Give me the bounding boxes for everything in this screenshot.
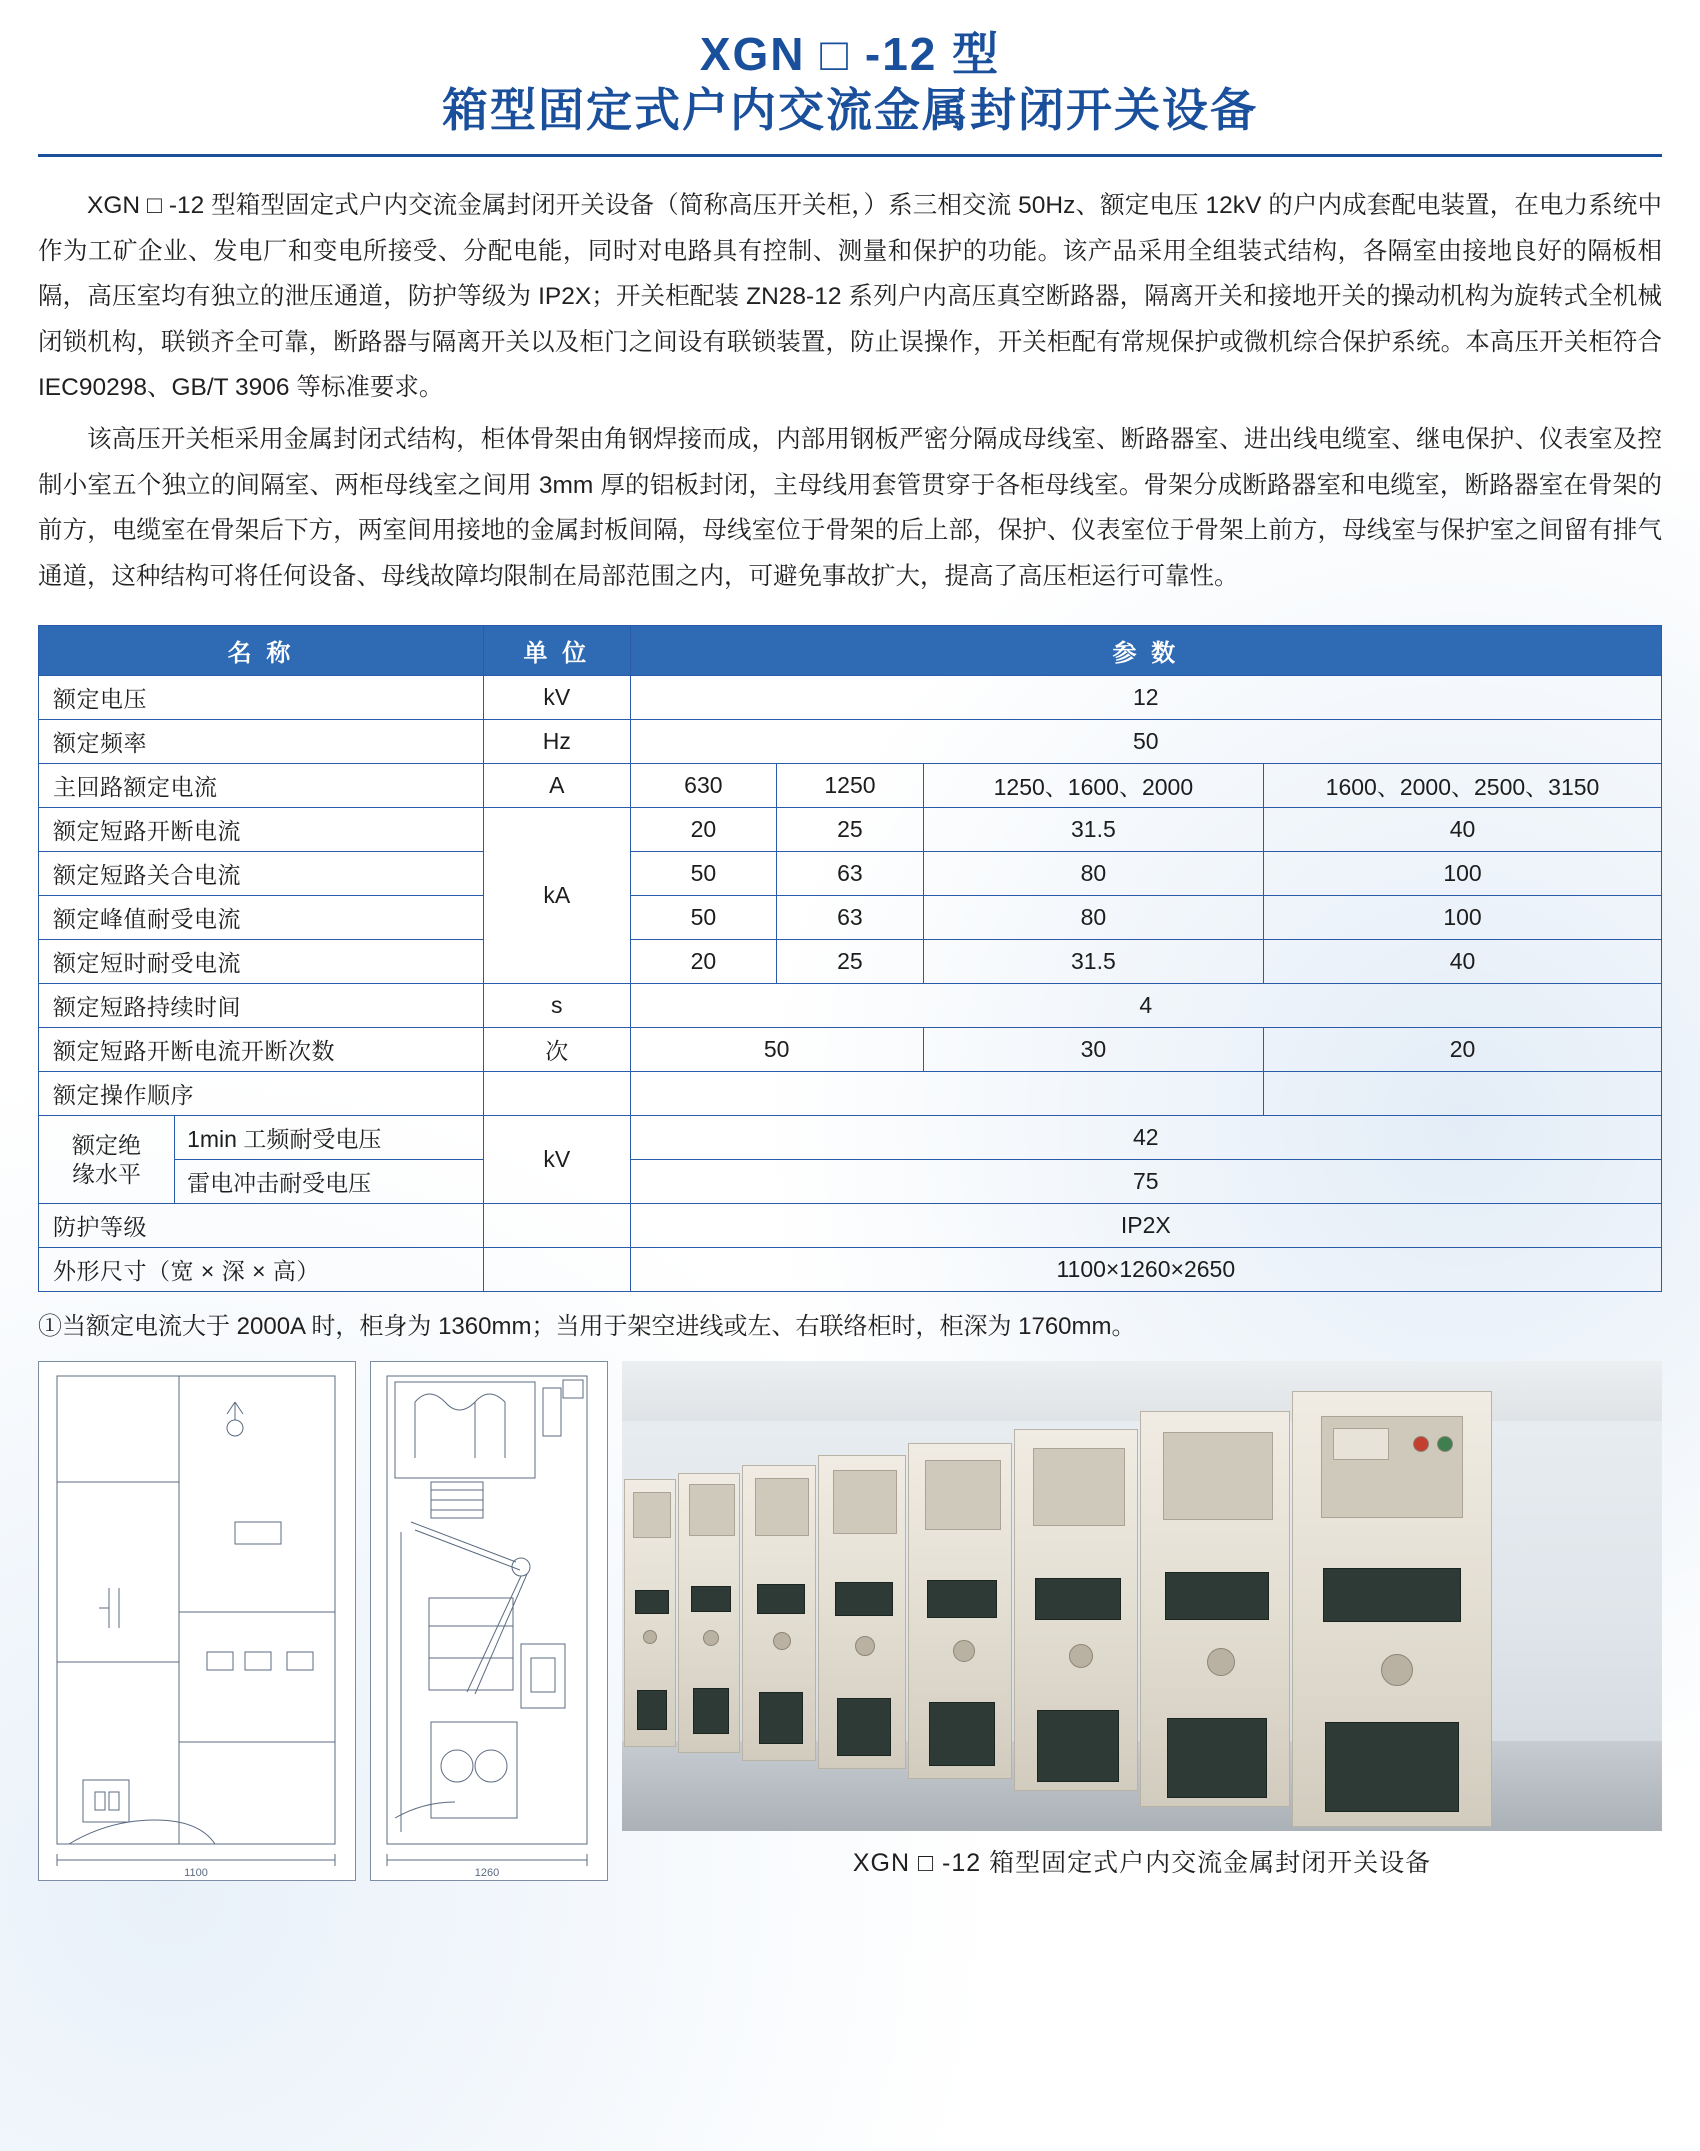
row-value: 50 <box>630 720 1661 764</box>
cabinet-unit <box>742 1465 816 1761</box>
cabinet-unit <box>1140 1411 1290 1807</box>
row-name: 外形尺寸（宽 × 深 × 高） <box>39 1248 484 1292</box>
footnote: ①当额定电流大于 2000A 时，柜身为 1360mm；当用于架空进线或左、右联络柜时，柜深为 1760mm。 <box>38 1313 1136 1341</box>
paragraph-2: 该高压开关柜采用金属封闭式结构，柜体骨架由角钢焊接而成，内部用钢板严密分隔成母线室、断路器室、进出线电缆室、继电保护、仪表室及控制小室五个独立的间隔室、两柜母线室之间用 3mm 厚的铝板封闭，主母线用套管贯穿于各柜母线室。骨架分成断路器室和电缆室，断路器室在骨架的前方，电缆室在骨架后下方，两室间用接地的金属封板间隔，母线室位于骨架的后上部，保护、仪表室位于骨架上前方，母线室与保护室之间留有排气通道，这种结构可将任何设备、母线故障均限制在局部范围之内，可避免事故扩大，提高了高压柜运行可靠性。 <box>38 426 1662 590</box>
row-value: 1600、2000、2500、3150 <box>1264 764 1662 808</box>
insulation-item-name: 1min 工频耐受电压 <box>175 1116 484 1160</box>
row-name: 额定短路开断电流 <box>39 808 484 852</box>
body-text <box>38 183 1662 599</box>
drawing-b-dimension: 1260 <box>474 1866 500 1879</box>
row-value: 1250、1600、2000 <box>923 764 1263 808</box>
table-row <box>39 940 1662 984</box>
table-row <box>39 896 1662 940</box>
row-value <box>1264 1072 1662 1116</box>
row-value: 25 <box>777 940 924 984</box>
row-value: 20 <box>630 808 777 852</box>
cabinet-section-drawing <box>370 1361 608 1881</box>
row-name: 额定短路持续时间 <box>39 984 484 1028</box>
product-photo-block <box>622 1361 1662 1881</box>
row-unit <box>484 1248 631 1292</box>
table-row <box>39 1204 1662 1248</box>
row-value <box>630 1072 1263 1116</box>
row-name: 额定操作顺序 <box>39 1072 484 1116</box>
row-unit: kV <box>484 676 631 720</box>
row-value: 63 <box>777 896 924 940</box>
row-value: 20 <box>630 940 777 984</box>
row-value: 100 <box>1264 896 1662 940</box>
table-row <box>39 852 1662 896</box>
row-unit: Hz <box>484 720 631 764</box>
row-name: 额定频率 <box>39 720 484 764</box>
insulation-label-line2: 缘水平 <box>72 1160 142 1187</box>
header-unit: 单 位 <box>484 626 631 676</box>
photo-caption: XGN □ -12 箱型固定式户内交流金属封闭开关设备 <box>852 1848 1432 1877</box>
row-value: IP2X <box>630 1204 1661 1248</box>
cabinet-front-svg <box>39 1362 355 1880</box>
row-value: 100 <box>1264 852 1662 896</box>
row-value: 30 <box>923 1028 1263 1072</box>
row-unit: s <box>484 984 631 1028</box>
specifications-table <box>38 625 1662 1292</box>
row-unit: 次 <box>484 1028 631 1072</box>
header-name: 名 称 <box>39 626 484 676</box>
insulation-label-line1: 额定绝 <box>72 1132 142 1159</box>
row-value: 63 <box>777 852 924 896</box>
title-divider <box>38 154 1662 157</box>
product-photo <box>622 1361 1662 1831</box>
row-value: 12 <box>630 676 1661 720</box>
row-name: 额定短时耐受电流 <box>39 940 484 984</box>
cabinet-unit <box>908 1443 1012 1779</box>
table-row <box>39 1248 1662 1292</box>
row-name: 额定电压 <box>39 676 484 720</box>
title-block <box>38 0 1662 157</box>
table-row <box>39 808 1662 852</box>
cabinet-unit <box>624 1479 676 1747</box>
page-title-line1: XGN □ -12 型 <box>699 28 1001 80</box>
row-value: 1100×1260×2650 <box>630 1248 1661 1292</box>
row-name: 主回路额定电流 <box>39 764 484 808</box>
row-name: 防护等级 <box>39 1204 484 1248</box>
row-value: 4 <box>630 984 1661 1028</box>
row-unit <box>484 1072 631 1116</box>
cabinet-unit <box>1014 1429 1138 1791</box>
row-value: 31.5 <box>923 940 1263 984</box>
cabinet-unit <box>818 1455 906 1769</box>
row-unit: kA <box>484 808 631 984</box>
row-name: 额定峰值耐受电流 <box>39 896 484 940</box>
header-params: 参 数 <box>630 626 1661 676</box>
table-row <box>39 1028 1662 1072</box>
row-value: 50 <box>630 1028 923 1072</box>
table-row <box>39 1116 1662 1160</box>
row-name: 额定短路关合电流 <box>39 852 484 896</box>
table-header-row <box>39 626 1662 676</box>
table-row <box>39 676 1662 720</box>
row-value: 40 <box>1264 808 1662 852</box>
insulation-item-value: 42 <box>630 1116 1661 1160</box>
table-row <box>39 720 1662 764</box>
table-row <box>39 984 1662 1028</box>
insulation-item-name: 雷电冲击耐受电压 <box>175 1160 484 1204</box>
insulation-item-value: 75 <box>630 1160 1661 1204</box>
row-value: 80 <box>923 896 1263 940</box>
row-name: 额定短路开断电流开断次数 <box>39 1028 484 1072</box>
page-title-line2: 箱型固定式户内交流金属封闭开关设备 <box>442 84 1258 137</box>
cabinet-end-unit <box>1292 1391 1492 1827</box>
insulation-unit: kV <box>484 1116 631 1204</box>
table-row <box>39 1072 1662 1116</box>
insulation-group-label <box>39 1116 175 1204</box>
cabinet-unit <box>678 1473 740 1753</box>
row-value: 80 <box>923 852 1263 896</box>
table-row <box>39 764 1662 808</box>
row-value: 50 <box>630 896 777 940</box>
row-value: 1250 <box>777 764 924 808</box>
row-value: 50 <box>630 852 777 896</box>
paragraph-1: XGN □ -12 型箱型固定式户内交流金属封闭开关设备（简称高压开关柜，）系三相交流 50Hz、额定电压 12kV 的户内成套配电装置，在电力系统中作为工矿企业、发电厂和变电所接受、分配电能，同时对电路具有控制、测量和保护的功能。该产品采用全组装式结构，各隔室由接地良好的隔板相隔，高压室均有独立的泄压通道，防护等级为 IP2X；开关柜配装 ZN28-12 系列户内高压真空断路器，隔离开关和接地开关的操动机构为旋转式全机械闭锁机构，联锁齐全可靠，断路器与隔离开关以及柜门之间设有联锁装置，防止误操作，开关柜配有常规保护或微机综合保护系统。本高压开关柜符合 IEC90298、GB/T 3906 等标准要求。 <box>38 192 1662 402</box>
row-value: 25 <box>777 808 924 852</box>
row-value: 20 <box>1264 1028 1662 1072</box>
row-value: 40 <box>1264 940 1662 984</box>
row-value: 630 <box>630 764 777 808</box>
figures-row <box>38 1361 1662 1921</box>
cabinet-front-drawing <box>38 1361 356 1881</box>
row-value: 31.5 <box>923 808 1263 852</box>
row-unit: A <box>484 764 631 808</box>
row-unit <box>484 1204 631 1248</box>
table-row <box>39 1160 1662 1204</box>
drawing-a-dimension: 1100 <box>184 1866 208 1879</box>
cabinet-section-svg <box>371 1362 607 1880</box>
